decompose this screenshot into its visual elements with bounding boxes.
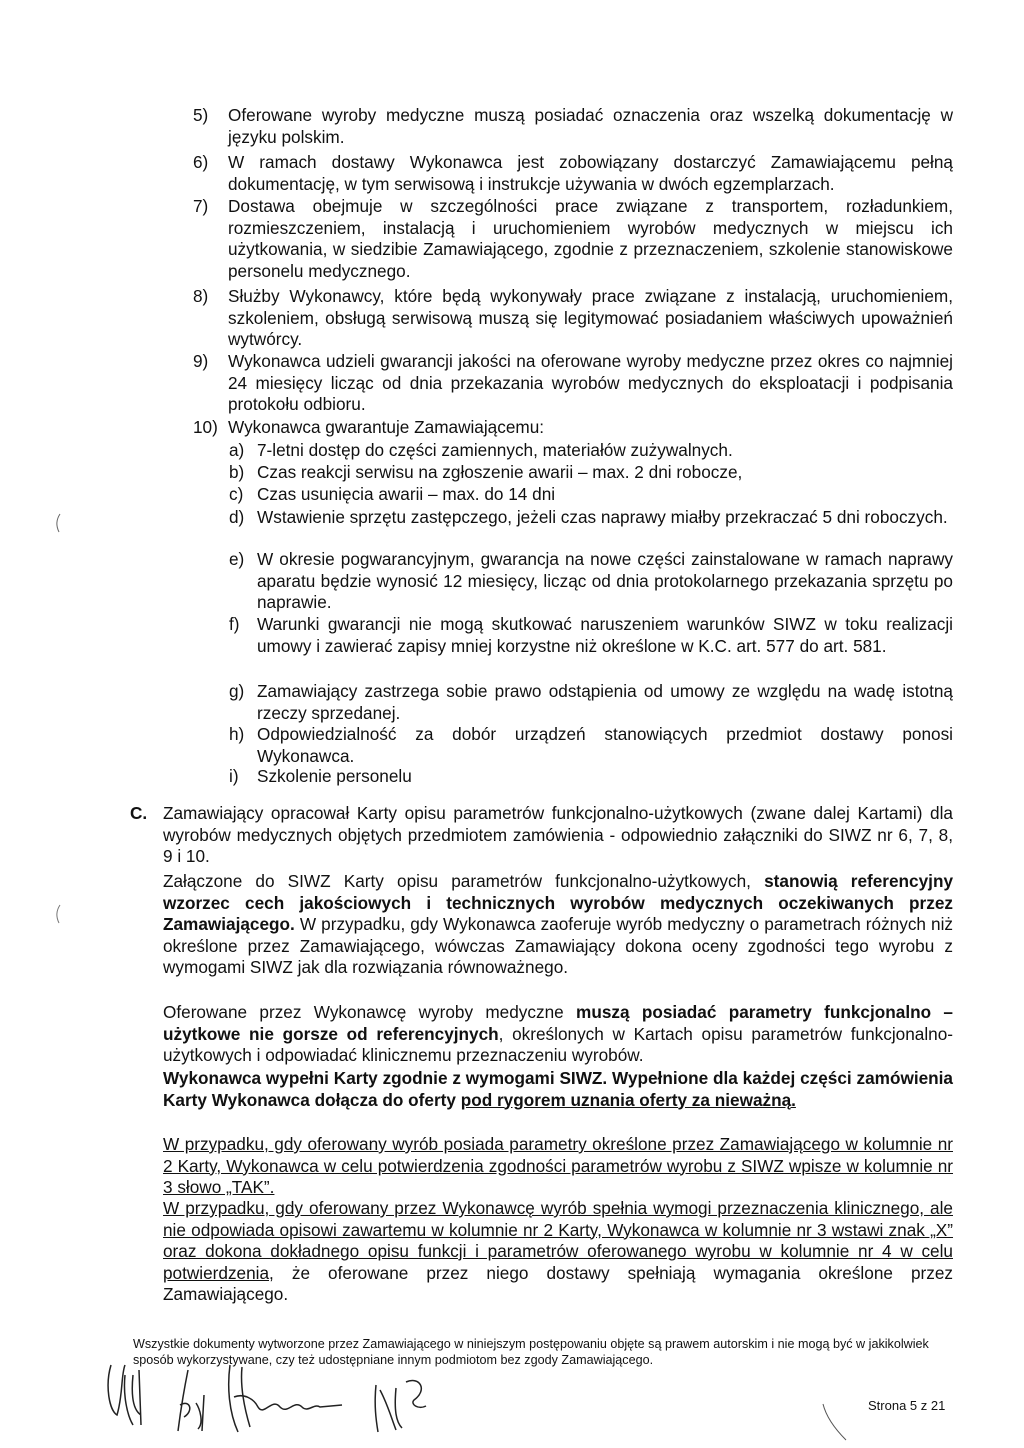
p2-rest: W przypadku, gdy Wykonawca zaoferuje wyrób medyczny o parametrach różnych niż określone przez Zamawiającego, wówczas Zamawiający dokona oceny zgodności tego wyrobu z wymogami SIWZ jak dla rozwiązania równoważnego. (163, 914, 953, 977)
item-text: Wykonawca gwarantuje Zamawiającemu: (228, 417, 545, 437)
scan-mark-left-2 (52, 903, 62, 925)
p4-text: Wykonawca wypełni Karty zgodnie z wymogami SIWZ. Wypełnione dla każdej części zamówienia Karty Wykonawca dołącza do oferty (163, 1068, 953, 1110)
sub-item-text: 7-letni dostęp do części zamiennych, materiałów zużywalnych. (257, 440, 733, 460)
sub-item-text: W okresie pogwarancyjnym, gwarancja na nowe części zainstalowane w ramach naprawy aparatu będzie wynosić 12 miesięcy, licząc od dnia protokolarnego przekazania sprzętu po naprawie. (257, 549, 953, 612)
sub-item-h (229, 724, 953, 767)
sub-item-b (229, 462, 953, 484)
item-number: 5) (193, 105, 209, 125)
p4-underlined: pod rygorem uznania oferty za nieważną. (460, 1089, 796, 1110)
p3-rest: , określonych w Kartach opisu parametrów funkcjonalno-użytkowych i odpowiadać klinicznemu przeznaczeniu wyrobów. (163, 1023, 953, 1065)
handwritten-signature-2 (368, 1370, 438, 1435)
sub-item-f (229, 614, 953, 657)
handwritten-initials-2 (168, 1365, 213, 1435)
sub-item-text: Wstawienie sprzętu zastępczego, jeżeli czas naprawy miałby przekraczać 5 dni roboczych. (257, 507, 948, 527)
sub-item-letter: f) (229, 614, 240, 634)
list-item-8 (193, 286, 953, 351)
item-number: 8) (193, 286, 209, 306)
p3-intro: Oferowane przez Wykonawcę wyroby medyczne (163, 1002, 564, 1022)
item-number: 10) (193, 417, 218, 437)
sub-item-text: Odpowiedzialność za dobór urządzeń stanowiących przedmiot dostawy ponosi Wykonawca. (257, 724, 953, 766)
sub-item-letter: a) (229, 440, 245, 460)
sub-item-letter: i) (229, 766, 239, 786)
sub-item-g (229, 681, 953, 724)
sub-item-letter: c) (229, 484, 244, 504)
scan-mark-bottom (820, 1402, 850, 1442)
sub-item-letter: d) (229, 507, 245, 527)
item-number: 6) (193, 152, 209, 172)
p6-rest: że oferowane przez niego dostawy spełniają wymagania określone przez Zamawiającego. (163, 1262, 953, 1304)
sub-item-text: Warunki gwarancji nie mogą skutkować naruszeniem warunków SIWZ w toku realizacji umowy i zawierać zapisy mniej korzystne niż określone w K.C. art. 577 do art. 581. (257, 614, 953, 656)
section-c-paragraph-4 (163, 1068, 953, 1111)
sub-item-d (229, 507, 953, 529)
sub-item-letter: b) (229, 462, 245, 482)
item-text: Dostawa obejmuje w szczególności prace związane z transportem, rozładunkiem, rozmieszczeniem, instalacją i uruchomieniem wyrobów medycznych w miejscu ich użytkowania, w siedzibie Zamawiającego, zgodnie z przeznaczeniem, szkolenie stanowiskowe personelu medycznego. (228, 196, 953, 281)
p2-bold: stanowią referencyjny wzorzec cech jakościowych i technicznych wyrobów medycznych oczekiwanych przez Zamawiającego. (163, 871, 954, 934)
p2-intro: Załączone do SIWZ Karty opisu parametrów funkcjonalno-użytkowych, (163, 871, 751, 891)
section-label: C. (130, 803, 148, 823)
sub-item-text: Szkolenie personelu (257, 766, 412, 786)
item-text: Wykonawca udzieli gwarancji jakości na oferowane wyroby medyczne przez okres co najmniej 24 miesięcy licząc od dnia przekazania wyrobów medycznych do eksploatacji i podpisania protokołu odbioru. (228, 351, 953, 414)
handwritten-signature-1 (224, 1357, 349, 1442)
p6-underlined: W przypadku, gdy oferowany przez Wykonawcę wyrób spełnia wymogi przeznaczenia klinicznego, ale nie odpowiada opisowi zawartemu w kolumnie nr 2 Karty, Wykonawca w kolumnie nr 3 wstawi znak „X” oraz dokona dokładnego opisu funkcji i parametrów oferowanego wyrobu w kolumnie nr 4 w celu potwierdzenia, (163, 1198, 953, 1283)
list-item-7 (193, 196, 953, 282)
item-number: 7) (193, 196, 209, 216)
section-c-paragraph-2 (163, 871, 953, 979)
section-c-paragraph-5: W przypadku, gdy oferowany wyrób posiada parametry określone przez Zamawiającego w kolumnie nr 2 Karty, Wykonawca w celu potwierdzenia zgodności parametrów wyrobu z SIWZ wpisze w kolumnie nr 3 słowo „TAK”. (163, 1134, 953, 1197)
sub-item-text: Czas reakcji serwisu na zgłoszenie awarii – max. 2 dni robocze, (257, 462, 743, 482)
item-text: Oferowane wyroby medyczne muszą posiadać oznaczenia oraz wszelką dokumentację w języku polskim. (228, 105, 953, 147)
sub-item-e (229, 549, 953, 614)
item-number: 9) (193, 351, 209, 371)
sub-item-text: Czas usunięcia awarii – max. do 14 dni (257, 484, 556, 504)
sub-item-a (229, 440, 953, 462)
list-item-5 (193, 105, 953, 148)
copyright-footer: Wszystkie dokumenty wytworzone przez Zamawiającego w niniejszym postępowaniu objęte są prawem autorskim i nie mogą być w jakikolwiek sposób wykorzystywane, czy też udostępniane innym podmiotom bez zgody Zamawiającego. (133, 1337, 929, 1367)
list-item-10 (193, 417, 953, 439)
section-c-paragraph-6 (163, 1198, 953, 1306)
section-c-paragraph-3 (163, 1002, 953, 1067)
section-c-paragraph-1: Zamawiający opracował Karty opisu parametrów funkcjonalno-użytkowych (zwane dalej Kartami) dla wyrobów medycznych objętych przedmiotem zamówienia - odpowiednio załączniki do SIWZ nr 6, 7, 8, 9 i 10. (163, 803, 953, 866)
sub-item-letter: h) (229, 724, 245, 744)
sub-item-text: Zamawiający zastrzega sobie prawo odstąpienia od umowy ze względu na wadę istotną rzeczy sprzedanej. (257, 681, 953, 723)
sub-item-letter: e) (229, 549, 245, 569)
sub-item-c (229, 484, 953, 506)
item-text: Służby Wykonawcy, które będą wykonywały prace związane z instalacją, uruchomieniem, szkoleniem, obsługą serwisową muszą się legitymować posiadaniem właściwych upoważnień wytwórcy. (228, 286, 953, 349)
sub-item-i (229, 766, 953, 788)
handwritten-initials-1 (103, 1355, 148, 1435)
item-text: W ramach dostawy Wykonawca jest zobowiązany dostarczyć Zamawiającemu pełną dokumentację, w tym serwisową i instrukcje używania w dwóch egzemplarzach. (228, 152, 953, 194)
list-item-6 (193, 152, 953, 195)
scan-mark-left-1 (52, 512, 62, 534)
sub-item-letter: g) (229, 681, 245, 701)
p3-bold: muszą posiadać parametry funkcjonalno – użytkowe nie gorsze od referencyjnych (163, 1002, 953, 1044)
list-item-9 (193, 351, 953, 416)
page-number: Strona 5 z 21 (868, 1398, 946, 1413)
